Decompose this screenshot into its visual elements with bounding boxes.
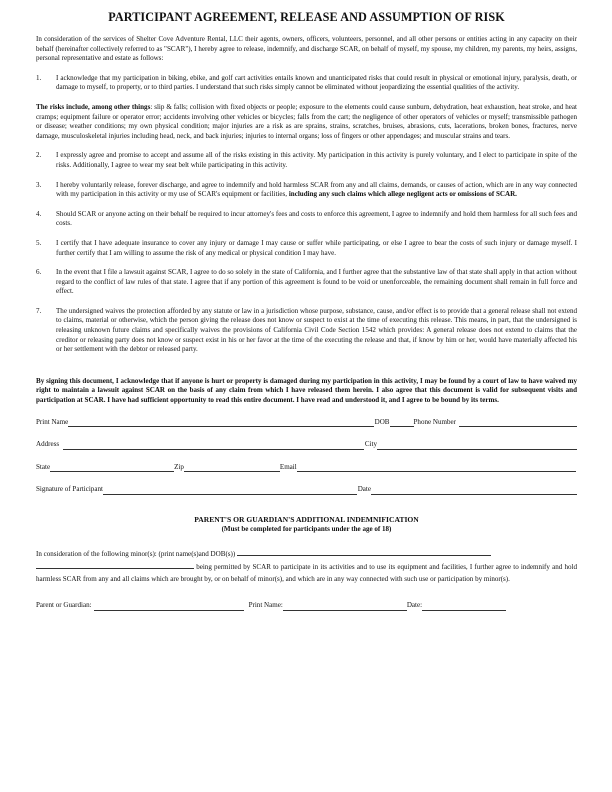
dob-field[interactable] [390,418,414,427]
city-field[interactable] [377,441,577,450]
signature-label: Signature of Participant [36,485,103,494]
parent-guardian-label: Parent or Guardian: [36,601,92,610]
clause-text [56,181,577,200]
clause-4 [36,210,577,229]
minor-names-field-2[interactable] [36,560,194,569]
signature-date-field[interactable] [371,486,577,495]
document-title: PARTICIPANT AGREEMENT, RELEASE AND ASSUMPTION OF RISK [108,10,505,24]
guardian-lead: In consideration of the following minor(s): (print name(s)and DOB(s)) [36,549,236,558]
clause-3-bold: including any such claims which allege negligent acts or omissions of SCAR. [288,190,517,199]
clause-text: Should SCAR or anyone acting on their behalf be required to incur attorney's fees and costs to enforce this agreement, I agree to indemnify and hold them harmless for all such fees and costs. [56,209,577,228]
email-field[interactable] [297,463,576,472]
email-label: Email [279,462,297,471]
guardian-print-name-field[interactable] [283,602,407,611]
zip-label: Zip [174,462,184,471]
signature-date-label: Date [357,485,371,494]
clause-number: 1. [36,73,42,82]
guardian-sign-row [36,601,577,611]
city-label: City [364,440,377,449]
clause-text: In the event that I file a lawsuit against SCAR, I agree to do so solely in the state of California, and I further agree that the substantive law of that state shall apply in that action without regard to the conflict of law rules of that state. I agree that if any portion of this agreement is found to be void or unenforceable, the remaining document shall remain in full force and effect. [56,268,577,296]
dob-label: DOB [374,417,390,426]
state-field[interactable] [50,463,174,472]
print-name-field[interactable] [68,418,373,427]
state-row [36,463,577,473]
clause-3 [36,181,577,200]
clause-number: 2. [36,151,42,160]
clause-text: I certify that I have adequate insurance to cover any injury or damage I may cause or suffer while participating, or else I agree to bear the costs of such injury or damage myself. I further certify that I am willing to assume the risk of any medical or physical condition I may have. [56,238,577,257]
clause-text: I acknowledge that my participation in biking, ebike, and golf cart activities entails known and unanticipated risks that could result in physical or emotional injury, paralysis, death, or damage to myself, to property, or to third parties. I understand that such risks simply cannot be eliminated without jeopardizing the essential qualities of the activity. [56,73,577,92]
guardian-date-label: Date: [406,601,423,610]
risks-text: : slip & falls; collision with fixed objects or people; exposure to the elements could cause sunburn, dehydration, heat exhaustion, heat stroke, and heat cramps; equipment failure or operator error; accidents involving other vehicles or bicycles; falls from the cart; the negligence of other operators of vehicles or myself; transmissible pathogen or disease; weather conditions; my own physical condition; major injuries are a risk as are sprains, strains, scratches, bruises, abrasions, cuts, lacerations, broken bones, fractures, nerve damage, musculoskeletal injuries including head, neck, and back injuries; injuries to internal organs; loss of fingers or other appendages; and muscular strains and tears. [36,102,577,140]
clause-2 [36,151,577,170]
clause-number: 4. [36,209,42,218]
risks-lead: The risks include, among other things [36,102,151,111]
clause-text: I expressly agree and promise to accept and assume all of the risks existing in this activity. My participation in this activity is purely voluntary, and I elect to participate in spite of the risks. Additionally, I agree to wear my seat belt while participating in this activity. [56,151,577,169]
zip-field[interactable] [184,463,280,472]
clause-number: 6. [36,268,42,277]
address-label: Address [36,440,60,449]
guardian-subheading: (Must be completed for participants under the age of 18) [221,525,392,533]
phone-field[interactable] [459,418,577,427]
clause-number: 7. [36,306,42,315]
print-name-label: Print Name [36,417,69,426]
waiver-document [36,10,577,611]
name-row [36,418,577,428]
clause-1 [36,74,577,93]
guardian-text: being permitted by SCAR to participate in its activities and to use its equipment and facilities, I further agree to indemnify and hold harmless SCAR from any and all claims which are brought by, or on behalf of minor(s), and which are in any way connected with such use or participation by minor(s). [36,563,577,583]
clause-6 [36,268,577,297]
clause-7 [36,307,577,355]
clause-number: 5. [36,238,42,247]
clause-5 [36,239,577,258]
guardian-date-field[interactable] [422,602,506,611]
clause-number: 3. [36,180,42,189]
address-row [36,440,577,450]
guardian-print-name-label: Print Name: [248,601,283,610]
signature-field[interactable] [103,486,357,495]
guardian-paragraph [36,547,577,586]
minor-names-field-1[interactable] [237,547,491,556]
state-label: State [36,462,51,471]
address-field[interactable] [63,441,364,450]
risks-paragraph [36,103,577,141]
intro-paragraph: In consideration of the services of Shelter Cove Adventure Rental, LLC their agents, owners, officers, volunteers, personnel, and all other persons or entities acting in any capacity on their behalf (hereinafter collectively referred to as "SCAR"), I hereby agree to release, indemnify, and discharge SCAR, on behalf of myself, my spouse, my children, my parents, my heirs, assigns, personal representative and estate as follows: [36,35,577,63]
clause-text: The undersigned waives the protection afforded by any statute or law in a jurisdiction whose purpose, substance, cause, and/or effect is to provide that a general release shall not extend to claims, material or otherwise, which the person giving the release does not know or suspect to exist at the time of executing this release. This means, in part, that the undersigned is releasing unknown future claims and specifically waives the provisions of California Civil Code Section 1542 which provides: A general release does not extend to claims that the creditor or releasing party does not know or suspect exist in his or her favor at the time of the executing the release and that, if know by him or her, would have materially affected his or her settlement with the debtor or released party. [56,306,577,354]
guardian-heading: PARENT'S OR GUARDIAN'S ADDITIONAL INDEMNIFICATION [194,515,419,524]
clause-3-text: I hereby voluntarily release, forever discharge, and agree to indemnify and hold harmless SCAR from any and all claims, demands, or causes of action, which are in any way connected with my participation in this activity or my use of SCAR's equipment or facilities, [56,180,577,199]
signing-acknowledgement: By signing this document, I acknowledge that if anyone is hurt or property is damaged during my participation in this activity, I may be found by a court of law to have waived my right to maintain a lawsuit against SCAR on the basis of any claim from which I have released them herein. I also agree that this document is valid for subsequent visits and participation at SCAR. I have had sufficient opportunity to read this entire document. I have read and understood it, and I agree to be bound by its terms. [36,376,577,405]
phone-label: Phone Number [413,417,456,426]
signature-row [36,485,577,495]
parent-guardian-field[interactable] [94,602,244,611]
